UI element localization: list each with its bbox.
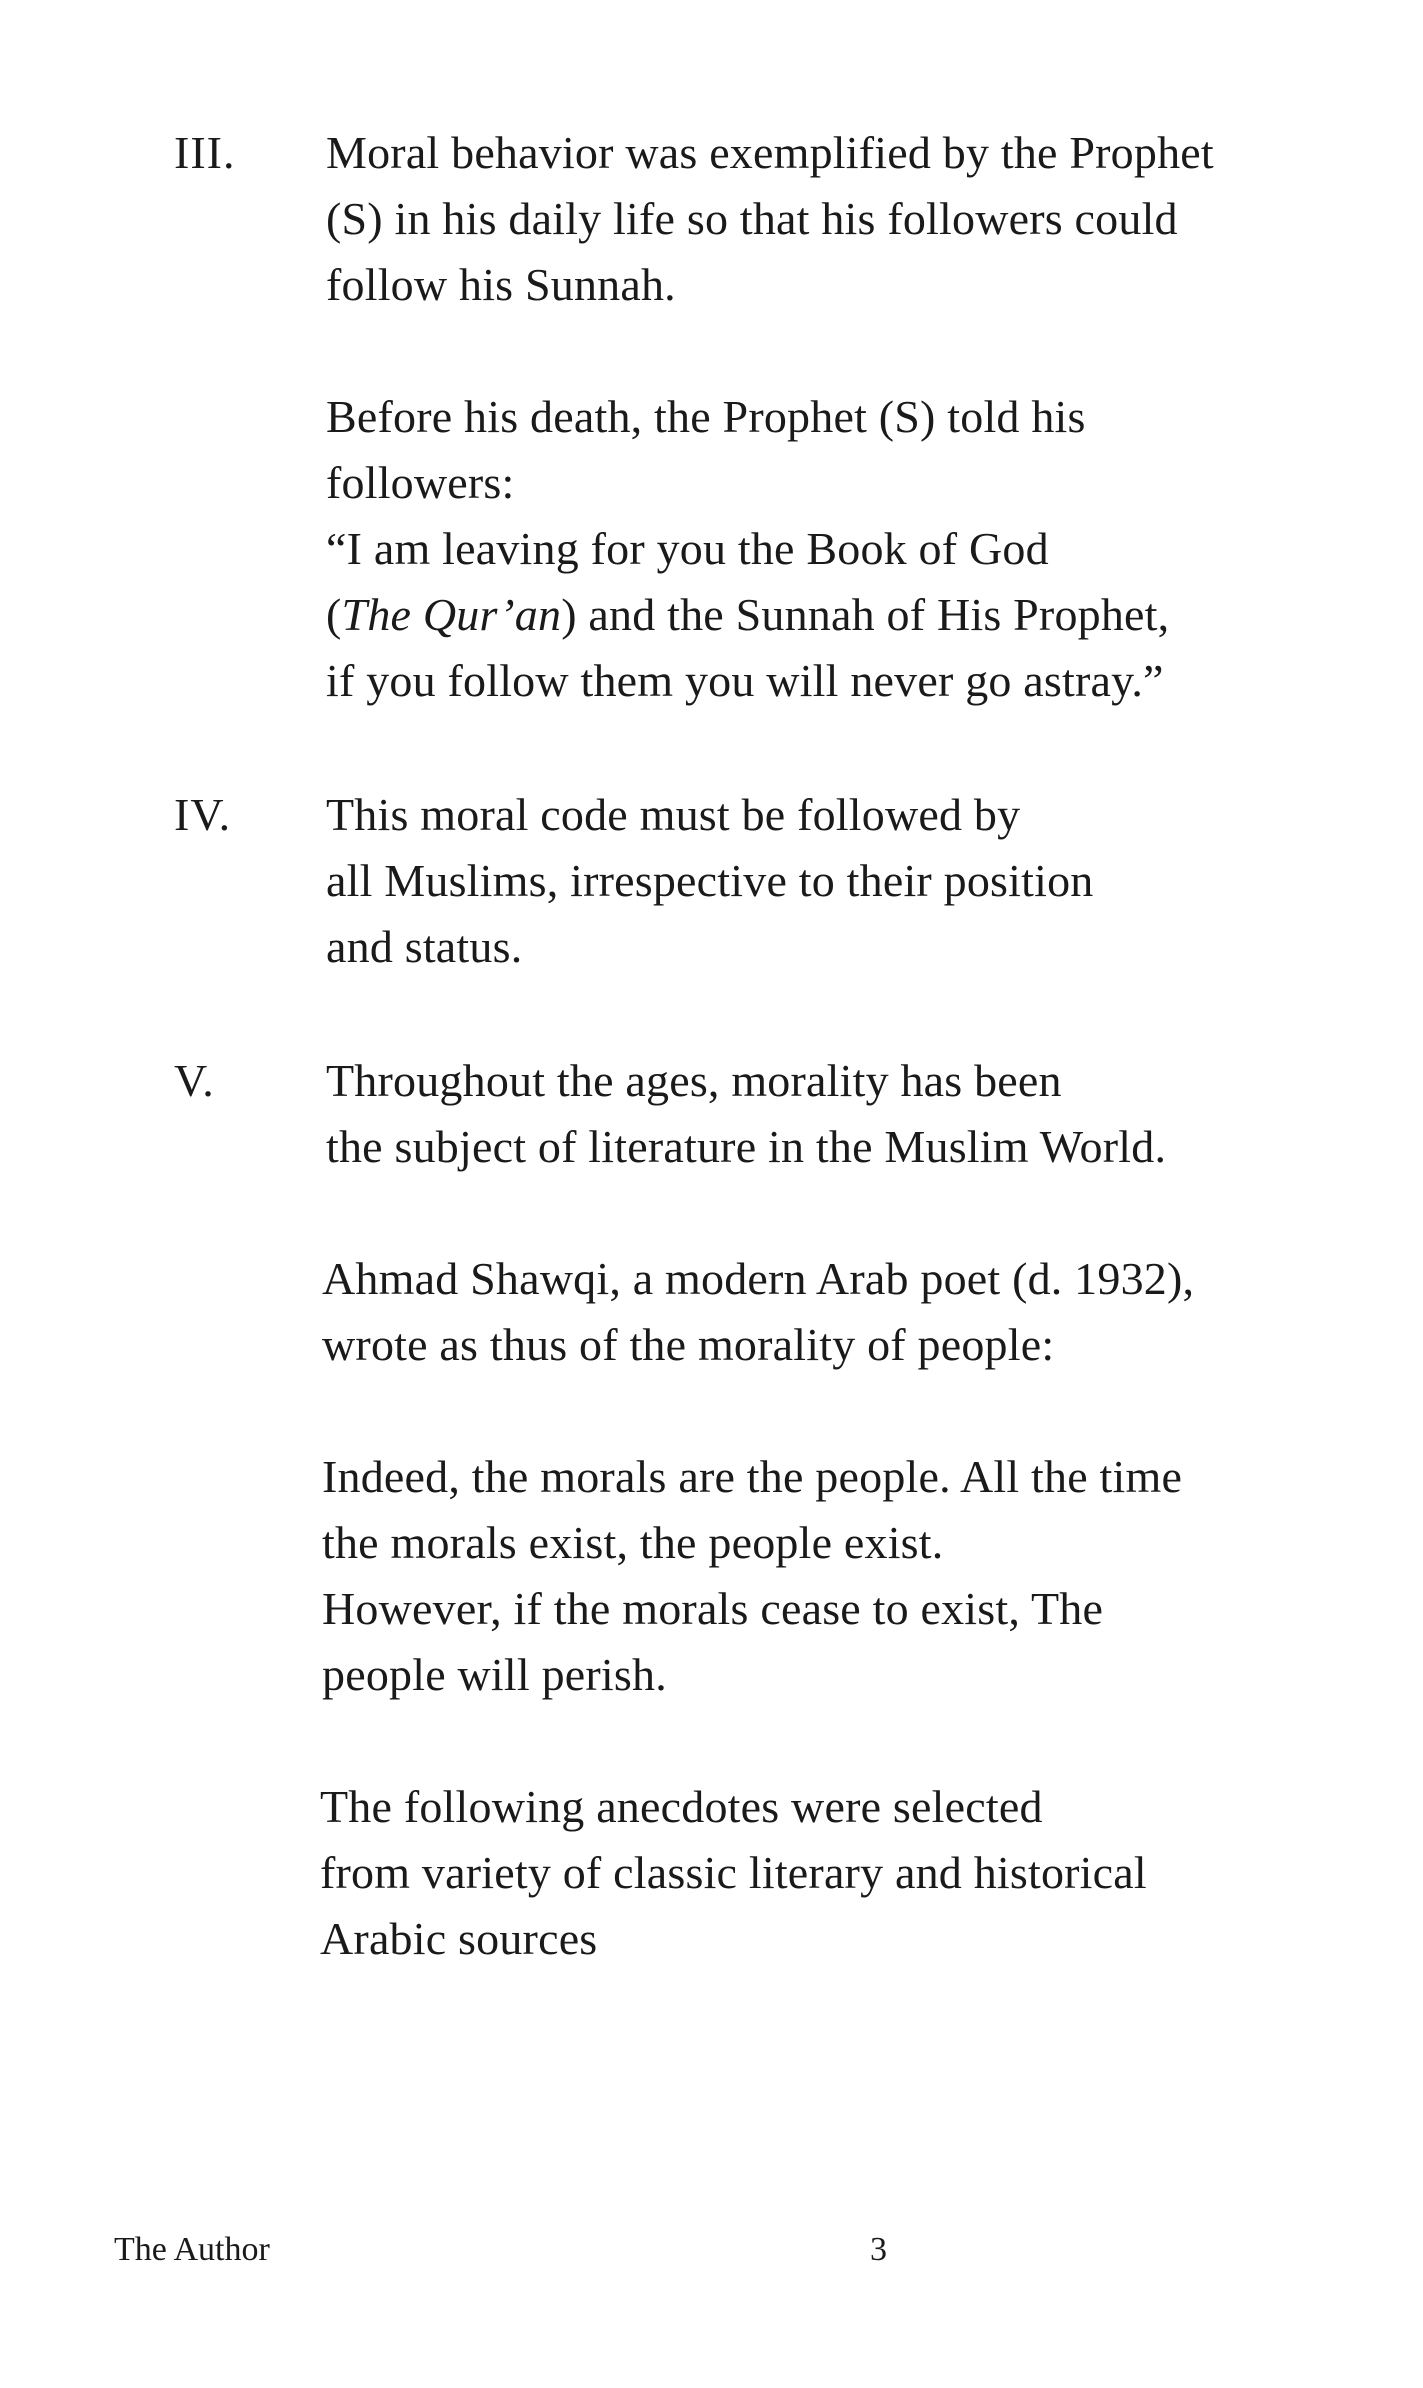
book-title: The Qur’an [341,589,562,640]
section-body [322,1246,1382,1378]
text-line: and status. [326,921,523,972]
text-line: Before his death, the Prophet (S) told his [326,391,1086,442]
text-line: from variety of classic literary and historical [320,1847,1147,1898]
text-line: Arabic sources [320,1913,598,1964]
section-numeral: IV. [174,789,232,840]
text-line: The following anecdotes were selected [320,1781,1043,1832]
section-body [326,782,1386,980]
section-body [326,384,1386,714]
paren-open: ( [326,589,342,640]
text-line: (S) in his daily life so that his followers could [326,193,1178,244]
text-line: Moral behavior was exemplified by the Prophet [326,127,1214,178]
text-line: follow his Sunnah. [326,259,676,310]
text-line: wrote as thus of the morality of people: [322,1319,1055,1370]
footer-author: The Author [114,2231,270,2268]
text-line: Ahmad Shawqi, a modern Arab poet (d. 1932), [322,1253,1195,1304]
text-line: all Muslims, irrespective to their position [326,855,1094,906]
section-body [322,1444,1382,1708]
text-line: if you follow them you will never go astray.” [326,655,1164,706]
section-body [326,1048,1386,1180]
text-line: This moral code must be followed by [326,789,1021,840]
text-line: followers: [326,457,515,508]
section-numeral: III. [174,127,236,178]
text-line: Throughout the ages, morality has been [326,1055,1062,1106]
text-line: people will perish. [322,1649,667,1700]
section-numeral: V. [174,1055,215,1106]
text-line: However, if the morals cease to exist, The [322,1583,1104,1634]
page-number: 3 [870,2231,887,2268]
text-line: “I am leaving for you the Book of God [326,523,1049,574]
section-body [326,120,1386,318]
line-tail: ) and the Sunnah of His Prophet, [561,589,1170,640]
text-line: the morals exist, the people exist. [322,1517,944,1568]
section-body [320,1774,1380,1972]
text-line-quran [326,582,1386,648]
text-line: Indeed, the morals are the people. All the time [322,1451,1183,1502]
text-line: the subject of literature in the Muslim World. [326,1121,1167,1172]
